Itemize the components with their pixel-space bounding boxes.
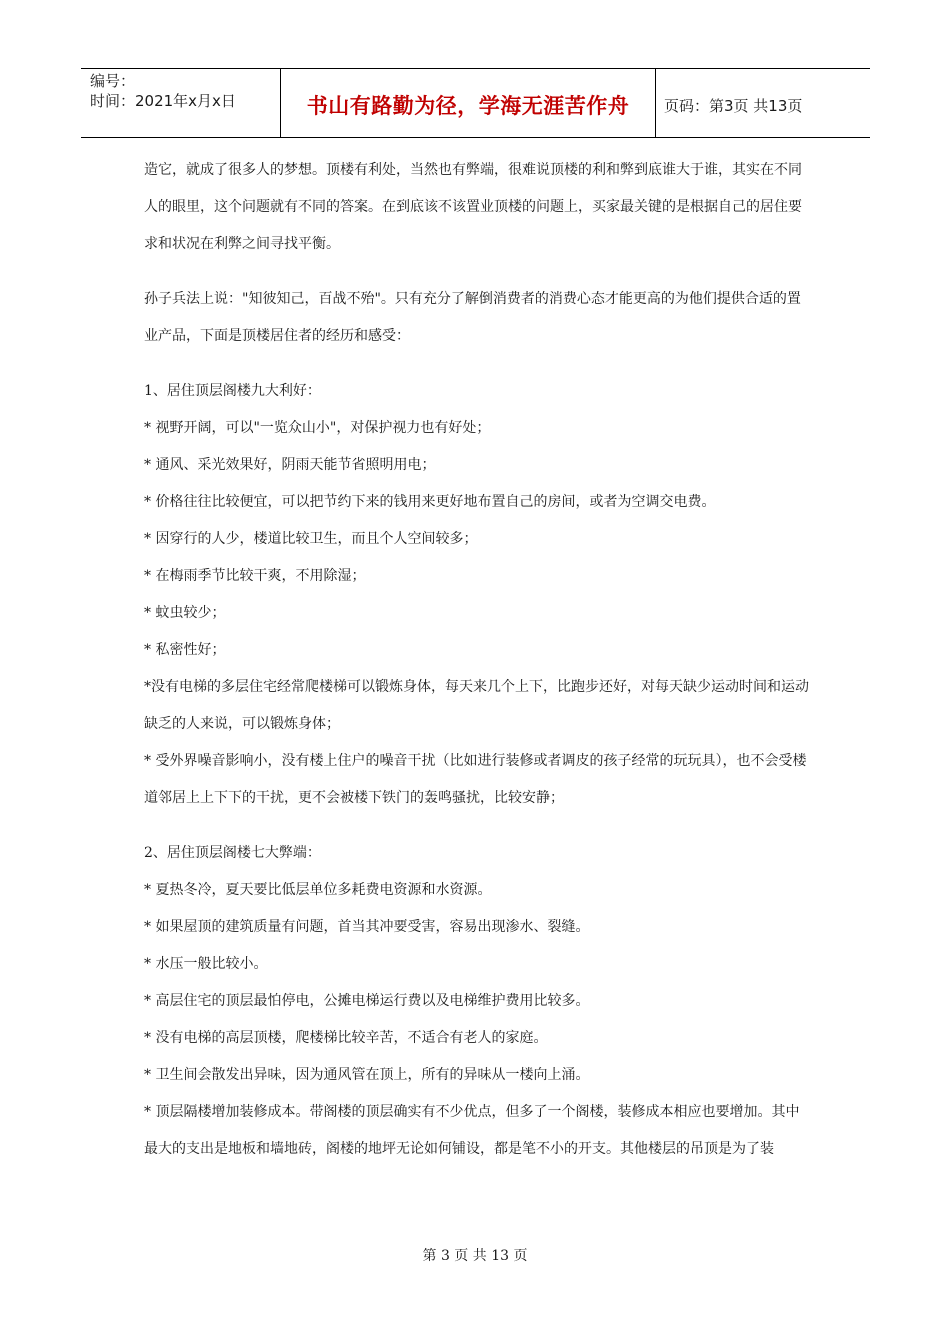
list-item: * 如果屋顶的建筑质量有问题，首当其冲要受害，容易出现渗水、裂缝。: [144, 919, 590, 935]
list-item: * 在梅雨季节比较干爽，不用除湿；: [144, 568, 366, 584]
list-item: * 高层住宅的顶层最怕停电，公摊电梯运行费以及电梯维护费用比较多。: [144, 993, 590, 1009]
list-item: * 夏热冬冷，夏天要比低层单位多耗费电资源和水资源。: [144, 882, 492, 898]
list-item: * 顶层隔楼增加装修成本。带阁楼的顶层确实有不少优点，但多了一个阁楼，装修成本相应也要增加。其中最大的支出是地板和墙地砖，阁楼的地坪无论如何铺设，都是笔不小的开支。其他楼层的吊顶是为了装: [144, 1104, 800, 1157]
list-item: * 视野开阔，可以"一览众山小"，对保护视力也有好处；: [144, 420, 491, 436]
list-item: * 水压一般比较小。: [144, 956, 268, 972]
list-item: * 价格往往比较便宜，可以把节约下来的钱用来更好地布置自己的房间，或者为空调交电费。: [144, 494, 716, 510]
document-body: [144, 152, 809, 1168]
header-meta: [81, 69, 281, 137]
header-motto: 书山有路勤为径，学海无涯苦作舟: [281, 69, 656, 137]
page-header: [81, 68, 870, 138]
header-page-info: 页码：第3页 共13页: [664, 96, 803, 115]
list-item: * 私密性好；: [144, 642, 226, 658]
page-footer: 第 3 页 共 13 页: [422, 1248, 528, 1264]
list-item: * 受外界噪音影响小，没有楼上住户的噪音干扰（比如进行装修或者调皮的孩子经常的玩玩具），也不会受楼道邻居上上下下的干扰，更不会被楼下铁门的轰鸣骚扰，比较安静；: [144, 753, 807, 806]
section-heading: 2、居住顶层阁楼七大弊端：: [144, 845, 321, 861]
date-label: 时间：2021年x月x日: [90, 92, 236, 110]
list-item: * 通风、采光效果好，阴雨天能节省照明用电；: [144, 457, 436, 473]
section-heading: 1、居住顶层阁楼九大利好：: [144, 383, 321, 399]
list-item: *没有电梯的多层住宅经常爬楼梯可以锻炼身体，每天来几个上下，比跑步还好，对每天缺少运动时间和运动缺乏的人来说，可以锻炼身体；: [144, 679, 809, 732]
list-item: * 没有电梯的高层顶楼，爬楼梯比较辛苦，不适合有老人的家庭。: [144, 1030, 548, 1046]
list-item: * 蚊虫较少；: [144, 605, 226, 621]
code-label: 编号：: [90, 72, 136, 90]
paragraph: 造它，就成了很多人的梦想。顶楼有利处，当然也有弊端，很难说顶楼的利和弊到底谁大于谁，其实在不同人的眼里，这个问题就有不同的答案。在到底该不该置业顶楼的问题上，买家最关键的是根据自己的居住要求和状况在利弊之间寻找平衡。: [144, 162, 802, 252]
list-item: * 因穿行的人少，楼道比较卫生，而且个人空间较多；: [144, 531, 478, 547]
paragraph: 孙子兵法上说："知彼知己，百战不殆"。只有充分了解倒消费者的消费心态才能更高的为他们提供合适的置业产品，下面是顶楼居住者的经历和感受：: [144, 291, 801, 344]
list-item: * 卫生间会散发出异味，因为通风管在顶上，所有的异味从一楼向上涌。: [144, 1067, 590, 1083]
